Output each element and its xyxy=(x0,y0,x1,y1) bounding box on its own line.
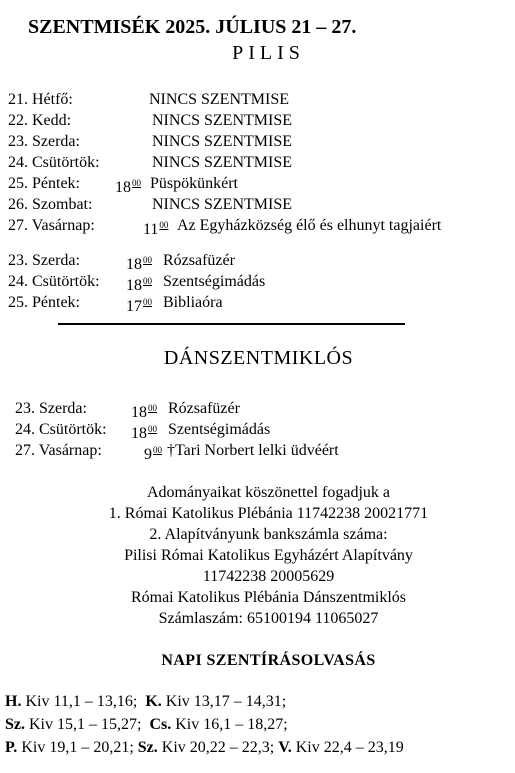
event-text: Bibliaóra xyxy=(163,294,223,311)
schedule-day: 23. Szerda: xyxy=(8,133,80,150)
schedule-text: NINCS SZENTMISE xyxy=(152,154,293,171)
section-heading: DÁNSZENTMIKLÓS xyxy=(163,347,354,369)
event-text: †Tari Norbert lelki üdvéért xyxy=(167,442,339,459)
schedule-day: 25. Péntek: xyxy=(8,175,80,192)
event-time: $18^{00}$ xyxy=(131,424,157,442)
section-divider xyxy=(58,323,405,325)
mass-time: $11^{00}$ xyxy=(143,220,169,238)
event-day: 23. Szerda: xyxy=(15,400,87,417)
event-time: $9^{00}$ xyxy=(144,445,162,463)
reading-line: P. Kiv 19,1 – 20,21; Sz. Kiv 20,22 – 22,3; V. Kiv 22,4 – 23,19 xyxy=(5,739,404,756)
donation-line: 11742238 20005629 xyxy=(202,568,335,585)
schedule-day: 21. Hétfő: xyxy=(8,91,73,108)
event-day: 23. Szerda: xyxy=(8,252,80,269)
event-time: $18^{00}$ xyxy=(126,276,152,294)
readings-heading: NAPI SZENTÍRÁSOLVASÁS xyxy=(161,652,376,669)
event-time: $18^{00}$ xyxy=(126,255,152,273)
donation-line: 1. Római Katolikus Plébánia 11742238 20021771 xyxy=(108,505,429,522)
donation-line: Adományaikat köszönettel fogadjuk a xyxy=(146,484,391,501)
schedule-text: NINCS SZENTMISE xyxy=(152,196,293,213)
reading-line: Sz. Kiv 15,1 – 15,27; Cs. Kiv 16,1 – 18,27; xyxy=(5,716,288,733)
schedule-day: 26. Szombat: xyxy=(8,196,93,213)
parish-name: PILIS xyxy=(232,42,305,64)
schedule-text: Az Egyházközség élő és elhunyt tagjaiért xyxy=(177,217,442,234)
schedule-text: NINCS SZENTMISE xyxy=(152,112,293,129)
event-day: 24. Csütörtök: xyxy=(15,421,107,438)
donation-line: Számlaszám: 65100194 11065027 xyxy=(158,610,379,627)
schedule-day: 24. Csütörtök: xyxy=(8,154,100,171)
event-text: Rózsafüzér xyxy=(163,252,235,269)
donation-line: 2. Alapítványunk bankszámla száma: xyxy=(149,526,388,543)
page-title: SZENTMISÉK 2025. JÚLIUS 21 – 27. xyxy=(28,16,357,38)
event-text: Szentségimádás xyxy=(168,421,271,438)
schedule-text: NINCS SZENTMISE xyxy=(149,91,290,108)
schedule-text: NINCS SZENTMISE xyxy=(152,133,293,150)
schedule-day: 27. Vasárnap: xyxy=(8,217,95,234)
event-time: $17^{00}$ xyxy=(126,297,152,315)
event-day: 25. Péntek: xyxy=(8,294,80,311)
donation-line: Pilisi Római Katolikus Egyházért Alapítvány xyxy=(124,547,413,564)
donation-line: Római Katolikus Plébánia Dánszentmiklós xyxy=(130,589,407,606)
reading-line: H. Kiv 11,1 – 13,16; K. Kiv 13,17 – 14,31; xyxy=(5,693,287,710)
event-text: Szentségimádás xyxy=(163,273,266,290)
mass-time: $18^{00}$ xyxy=(115,178,141,196)
event-day: 24. Csütörtök: xyxy=(8,273,100,290)
schedule-text: Püspökünkért xyxy=(150,175,238,192)
event-day: 27. Vasárnap: xyxy=(15,442,102,459)
event-time: $18^{00}$ xyxy=(131,403,157,421)
event-text: Rózsafüzér xyxy=(168,400,240,417)
schedule-day: 22. Kedd: xyxy=(8,112,72,129)
